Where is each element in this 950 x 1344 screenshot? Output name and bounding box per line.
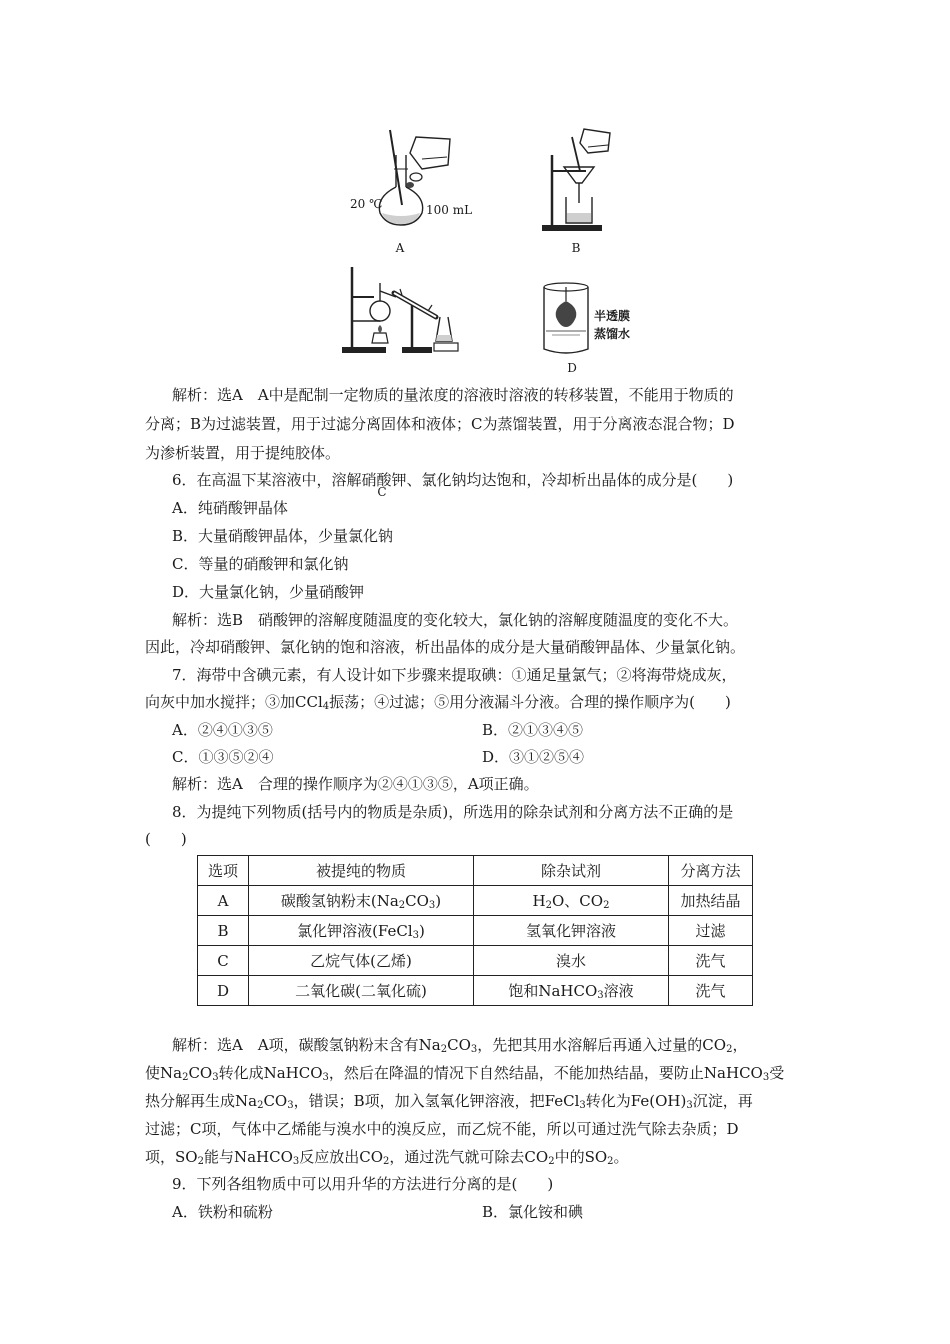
q8-stem-line-1: 8．为提纯下列物质(括号内的物质是杂质)，所选用的除杂试剂和分离方法不正确的是 xyxy=(172,803,734,821)
table-cell-method: 洗气 xyxy=(669,976,753,1006)
q6-analysis-line-1: 解析：选B 硝酸钾的溶解度随温度的变化较大，氯化钠的溶解度随温度的变化不大。 xyxy=(172,611,739,629)
q5-analysis-line-3: 为渗析装置，用于提纯胶体。 xyxy=(145,444,341,462)
table-cell-reagent: 饱和NaHCO$_3$溶液 xyxy=(474,976,669,1006)
q7-stem-line-1: 7．海带中含碘元素，有人设计如下步骤来提取碘：①通足量氯气；②将海带烧成灰， xyxy=(172,666,737,684)
q8-stem-line-2: ( ) xyxy=(145,830,187,848)
table-header-row xyxy=(198,856,753,886)
figure-b-filtration xyxy=(530,125,620,255)
table-header: 除杂试剂 xyxy=(474,856,669,886)
table-header: 选项 xyxy=(198,856,249,886)
table-cell-option: B xyxy=(198,916,249,946)
membrane-label: 半透膜 xyxy=(594,309,631,323)
q5-analysis-line-1: 解析：选A A中是配制一定物质的量浓度的溶液时溶液的转移装置，不能用于物质的 xyxy=(172,386,734,404)
q7-option-d: D．③①②⑤④ xyxy=(482,748,585,766)
table-row xyxy=(198,886,753,916)
q6-option-c: C．等量的硝酸钾和氯化钠 xyxy=(172,555,349,573)
table-cell-reagent: $H_2O$、$CO_2$ xyxy=(474,886,669,916)
volume-label: 100 mL xyxy=(426,203,473,217)
q8-analysis-line-2: 使$Na_2CO_3$转化成NaHCO$_3$，然后在降温的情况下自然结晶，不能加热结晶，要防止NaHCO$_3$受 xyxy=(145,1064,785,1083)
q6-option-a: A．纯硝酸钾晶体 xyxy=(172,499,288,517)
table-cell-substance: 二氧化碳(二氧化硫) xyxy=(249,976,474,1006)
table-cell-option: C xyxy=(198,946,249,976)
q7-option-c: C．①③⑤②④ xyxy=(172,748,274,766)
q8-options-table xyxy=(197,855,753,1006)
table-row xyxy=(198,976,753,1006)
figure-a-volumetric-flask xyxy=(350,125,473,255)
q8-analysis-line-4: 过滤；C项，气体中乙烯能与溴水中的溴反应，而乙烷不能，所以可通过洗气除去杂质；D xyxy=(145,1120,739,1138)
q6-analysis-line-2: 因此，冷却硝酸钾、氯化钠的饱和溶液，析出晶体的成分是大量硝酸钾晶体、少量氯化钠。 xyxy=(145,638,746,656)
q8-analysis-line-1: 解析：选A A项，碳酸氢钠粉末含有$Na_2CO_3$，先把其用水溶解后再通入过量的$CO_2$， xyxy=(172,1036,748,1055)
figure-b-caption: B xyxy=(571,241,581,255)
table-cell-method: 加热结晶 xyxy=(669,886,753,916)
table-cell-reagent: 氢氧化钾溶液 xyxy=(474,916,669,946)
table-cell-option: A xyxy=(198,886,249,916)
q9-option-b: B．氯化铵和碘 xyxy=(482,1203,584,1221)
table-row xyxy=(198,946,753,976)
q7-stem-line-2: 向灰中加水搅拌；③加CCl$_4$振荡；④过滤；⑤用分液漏斗分液。合理的操作顺序为( ) xyxy=(145,693,731,712)
q7-option-b: B．②①③④⑤ xyxy=(482,721,584,739)
q7-option-a: A．②④①③⑤ xyxy=(172,721,273,739)
q8-analysis-line-3: 热分解再生成$Na_2CO_3$，错误；B项，加入氢氧化钾溶液，把FeCl$_3$转化为$Fe(OH)_3$沉淀，再 xyxy=(145,1092,753,1111)
q9-stem: 9．下列各组物质中可以用升华的方法进行分离的是( ) xyxy=(172,1175,554,1193)
figure-c-caption: C xyxy=(377,485,387,499)
figure-d-caption: D xyxy=(567,361,577,375)
q7-analysis: 解析：选A 合理的操作顺序为②④①③⑤，A项正确。 xyxy=(172,775,539,793)
table-row xyxy=(198,916,753,946)
q6-option-d: D．大量氯化钠，少量硝酸钾 xyxy=(172,583,365,601)
table-cell-option: D xyxy=(198,976,249,1006)
dialysis-illustration xyxy=(538,279,598,359)
filtration-illustration xyxy=(530,125,620,235)
table-cell-substance: 氯化钾溶液(FeCl$_3$) xyxy=(249,916,474,946)
distilled-water-label: 蒸馏水 xyxy=(594,327,631,341)
figure-d-dialysis xyxy=(538,279,631,375)
q9-option-a: A．铁粉和硫粉 xyxy=(172,1203,273,1221)
table-cell-method: 洗气 xyxy=(669,946,753,976)
temperature-label: 20 ℃ xyxy=(350,197,383,211)
table-header: 分离方法 xyxy=(669,856,753,886)
distillation-illustration xyxy=(340,263,470,363)
table-cell-substance: 碳酸氢钠粉末$(Na_2CO_3)$ xyxy=(249,886,474,916)
q6-stem: 6．在高温下某溶液中，溶解硝酸钾、氯化钠均达饱和，冷却析出晶体的成分是( ) xyxy=(172,471,734,489)
table-cell-substance: 乙烷气体(乙烯) xyxy=(249,946,474,976)
q5-analysis-line-2: 分离；B为过滤装置，用于过滤分离固体和液体；C为蒸馏装置，用于分离液态混合物；D xyxy=(145,415,735,433)
table-cell-method: 过滤 xyxy=(669,916,753,946)
figure-a-caption: A xyxy=(395,241,405,255)
table-header: 被提纯的物质 xyxy=(249,856,474,886)
figure-c-distillation xyxy=(340,263,470,499)
q6-option-b: B．大量硝酸钾晶体，少量氯化钠 xyxy=(172,527,394,545)
q8-analysis-line-5: 项，$SO_2$能与NaHCO$_3$反应放出$CO_2$，通过洗气就可除去$CO_2$中的$SO_2$。 xyxy=(145,1148,629,1167)
table-cell-reagent: 溴水 xyxy=(474,946,669,976)
